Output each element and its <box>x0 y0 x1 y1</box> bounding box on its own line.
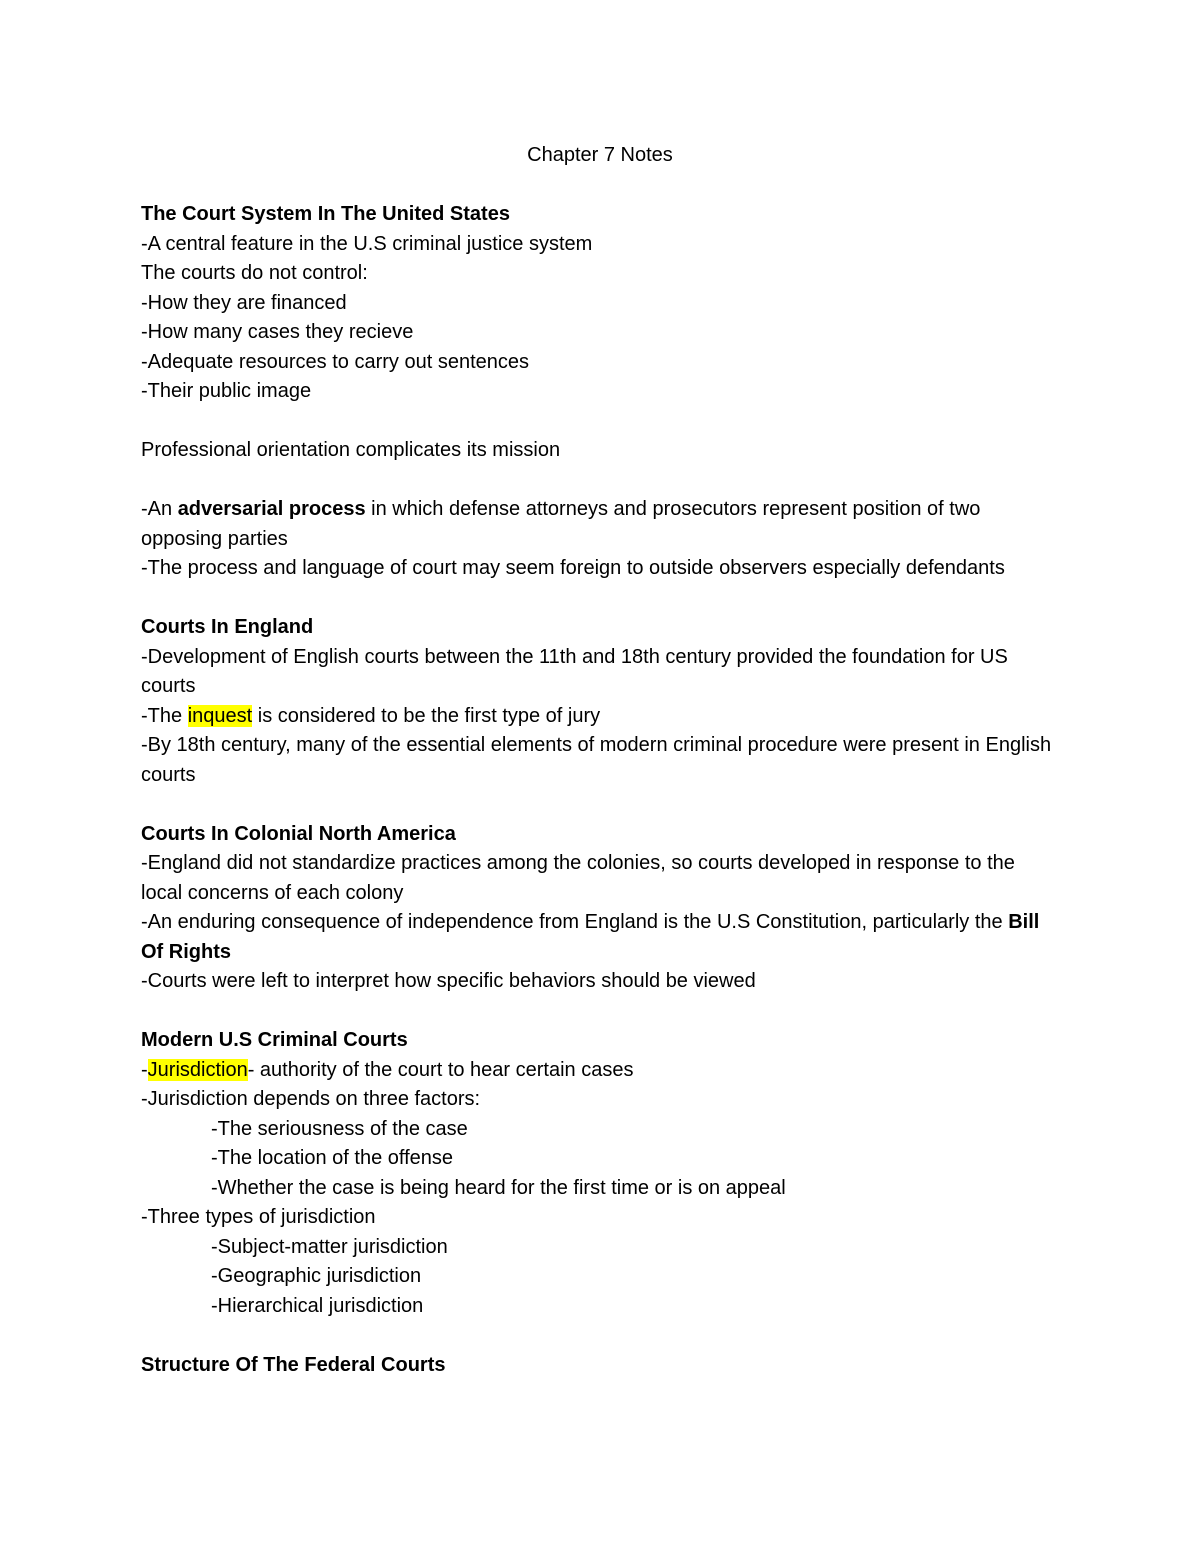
list-item: -Their public image <box>141 380 312 402</box>
text-fragment: is considered to be the first type of jury <box>252 704 601 727</box>
bold-term: Bill Of Rights <box>141 911 1040 963</box>
page-title: Chapter 7 Notes <box>527 144 673 166</box>
text-fragment: -The <box>141 704 188 727</box>
text-line: Professional orientation complicates its mission <box>141 439 561 461</box>
section-heading-colonial: Courts In Colonial North America <box>141 822 456 845</box>
highlighted-term: Jurisdiction <box>147 1058 248 1081</box>
text-line: -Courts were left to interpret how specific behaviors should be viewed <box>141 970 756 992</box>
paragraph-development: -Development of English courts between the 11th and 18th century provided the foundation for US courts <box>141 645 1008 697</box>
text-fragment: -An enduring consequence of independence from England is the U.S Constitution, particularly the <box>141 911 1009 933</box>
list-item: -How they are financed <box>141 291 347 314</box>
text-line: -A central feature in the U.S criminal justice system <box>141 232 593 255</box>
text-fragment: -An <box>141 498 178 520</box>
list-item: -Geographic jurisdiction <box>211 1265 422 1287</box>
section-heading-federal: Structure Of The Federal Courts <box>141 1353 446 1376</box>
section-heading-england: Courts In England <box>141 616 314 638</box>
paragraph-18th-century: -By 18th century, many of the essential elements of modern criminal procedure were present in English courts <box>141 734 1052 786</box>
text-fragment: - <box>141 1058 148 1081</box>
paragraph-jurisdiction <box>141 1056 1056 1086</box>
document-body <box>141 200 1056 1380</box>
list-item: -How many cases they recieve <box>141 321 414 343</box>
list-item: -The seriousness of the case <box>211 1117 468 1140</box>
bold-term: adversarial process <box>177 498 366 520</box>
paragraph-process: -The process and language of court may seem foreign to outside observers especially defendants <box>141 557 1005 579</box>
list-item: -Hierarchical jurisdiction <box>211 1294 424 1317</box>
text-line: The courts do not control: <box>141 262 368 284</box>
paragraph-constitution <box>141 908 1056 967</box>
list-item: -Whether the case is being heard for the first time or is on appeal <box>211 1176 786 1199</box>
section-heading-court-system: The Court System In The United States <box>141 203 510 225</box>
list-item: -Adequate resources to carry out sentences <box>141 350 529 373</box>
paragraph-adversarial <box>141 495 1056 554</box>
text-fragment: - authority of the court to hear certain cases <box>247 1058 634 1081</box>
text-line: -Jurisdiction depends on three factors: <box>141 1088 481 1110</box>
text-fragment: in which defense attorneys and prosecutors represent position of two opposing parties <box>141 498 981 550</box>
paragraph-standardize: -England did not standardize practices among the colonies, so courts developed in response to the local concerns of each colony <box>141 852 1015 904</box>
highlighted-term: inquest <box>187 704 253 727</box>
list-item: -Subject-matter jurisdiction <box>211 1235 448 1258</box>
text-line: -Three types of jurisdiction <box>141 1206 376 1228</box>
section-heading-modern: Modern U.S Criminal Courts <box>141 1029 408 1051</box>
paragraph-inquest <box>141 702 1056 732</box>
list-item: -The location of the offense <box>211 1147 454 1169</box>
